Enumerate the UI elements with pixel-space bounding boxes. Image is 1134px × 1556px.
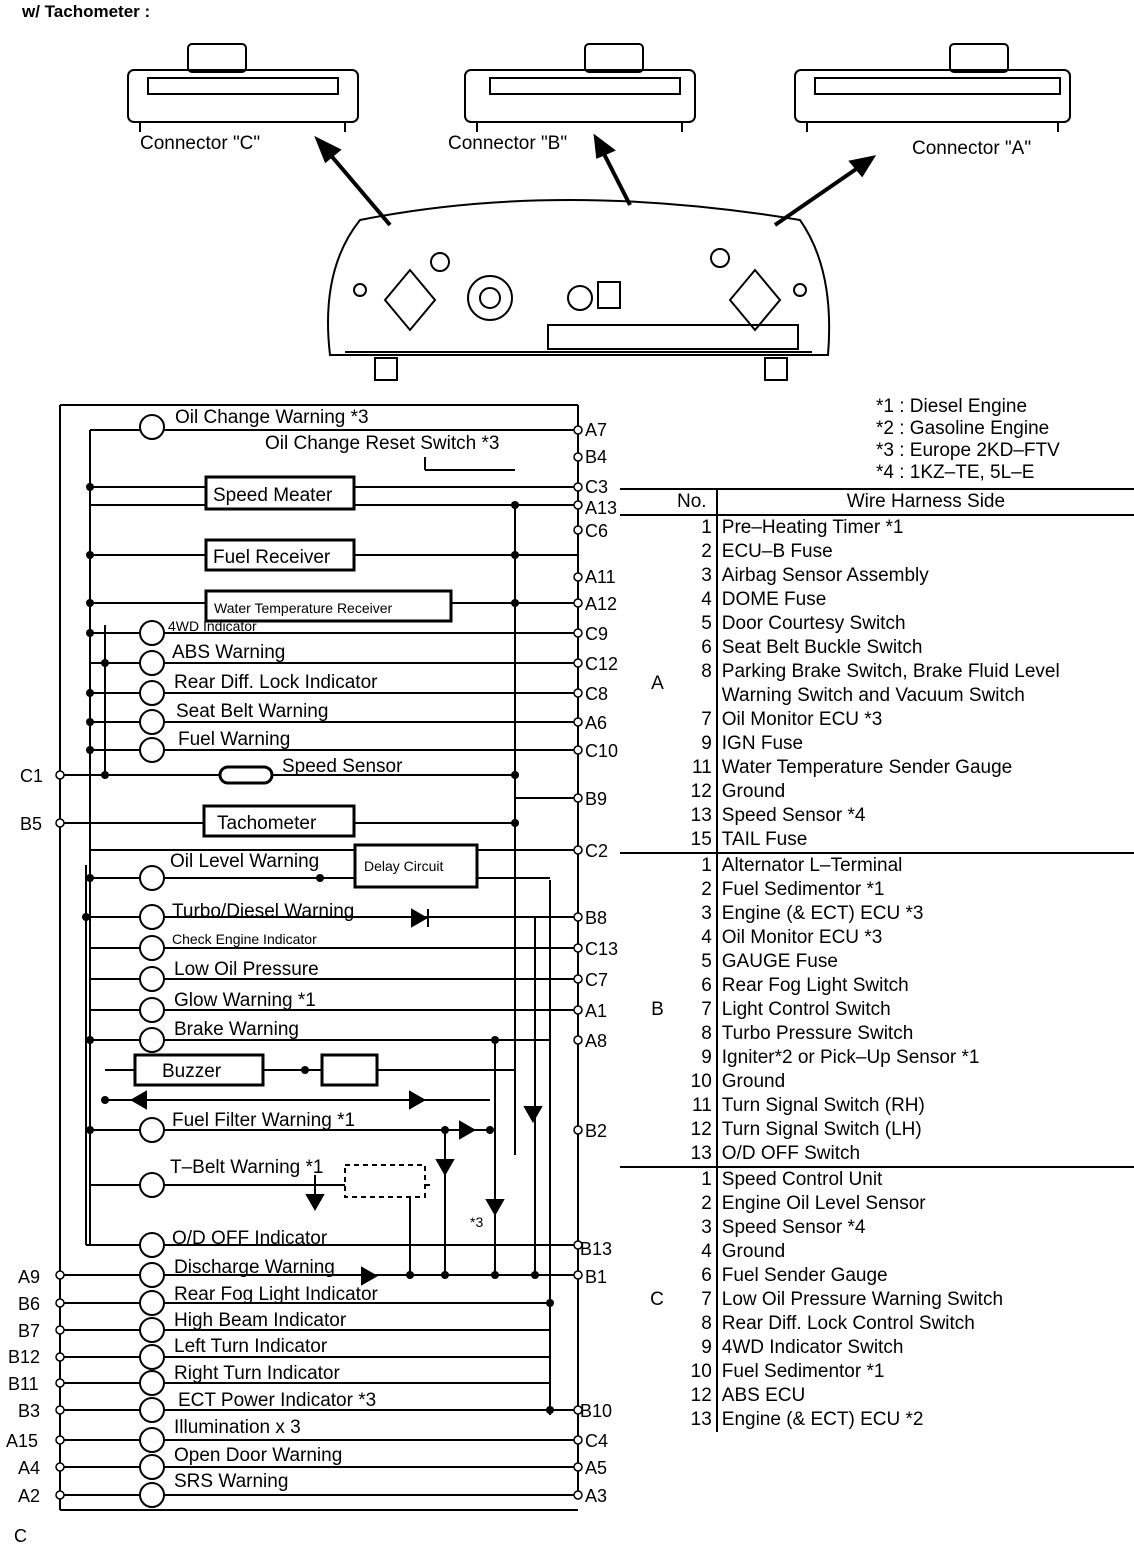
table-row — [620, 612, 1134, 636]
terminal-label: C13 — [585, 939, 619, 959]
label-brake: Brake Warning — [174, 1019, 299, 1040]
pin-number: 7 — [668, 1288, 717, 1312]
pin-description: Water Temperature Sender Gauge — [721, 757, 1013, 778]
label-4wd-indicator: 4WD Indicator — [168, 618, 257, 634]
pin-description: Parking Brake Switch, Brake Fluid Level Warning Switch and Vacuum Switch — [721, 661, 1060, 706]
table-row — [620, 756, 1134, 780]
terminal-label: C1 — [20, 766, 44, 786]
pin-number: 3 — [668, 564, 717, 588]
pin-description: Rear Fog Light Switch — [721, 975, 909, 996]
terminal-label: B13 — [580, 1239, 613, 1259]
pin-description: 4WD Indicator Switch — [721, 1337, 904, 1358]
label-rear-diff: Rear Diff. Lock Indicator — [174, 672, 378, 693]
pin-number: 1 — [668, 853, 717, 878]
terminal-label: A12 — [585, 594, 618, 614]
pin-description: Fuel Sender Gauge — [721, 1265, 888, 1286]
pin-number: 6 — [668, 1264, 717, 1288]
label-fuel-warning: Fuel Warning — [178, 729, 291, 750]
pin-number: 9 — [668, 732, 717, 756]
label-open-door: Open Door Warning — [174, 1445, 343, 1466]
table-row — [620, 1167, 1134, 1192]
pin-description: Ground — [721, 1241, 786, 1262]
pin-description: ABS ECU — [721, 1385, 806, 1406]
connector-b-shape — [465, 44, 695, 132]
terminal-label: A15 — [6, 1431, 39, 1451]
component-boxes — [135, 477, 477, 1197]
table-row — [620, 998, 1134, 1022]
pin-description: Speed Control Unit — [721, 1169, 883, 1190]
group-label: C — [650, 1289, 664, 1310]
label-ect-power: ECT Power Indicator *3 — [178, 1390, 377, 1411]
terminal-label: A9 — [18, 1267, 41, 1287]
pin-description: Turn Signal Switch (LH) — [721, 1119, 922, 1140]
label-abs-warning: ABS Warning — [172, 642, 286, 663]
pin-number: 2 — [668, 878, 717, 902]
note-3: *3 : Europe 2KD–FTV — [876, 440, 1060, 461]
pin-description: Engine (& ECT) ECU *3 — [721, 903, 924, 924]
table-row — [620, 902, 1134, 926]
table-row — [620, 540, 1134, 564]
table-row — [620, 780, 1134, 804]
table-row — [620, 926, 1134, 950]
terminal-label: B2 — [585, 1121, 608, 1141]
pin-number: 13 — [668, 804, 717, 828]
pin-description: Speed Sensor *4 — [721, 805, 866, 826]
pin-description: Light Control Switch — [721, 999, 891, 1020]
table-row — [620, 515, 1134, 540]
pin-description: Pre–Heating Timer *1 — [721, 517, 904, 538]
pin-number: 5 — [668, 612, 717, 636]
table-row — [620, 1046, 1134, 1070]
pin-number: 12 — [668, 1384, 717, 1408]
wire-harness-table — [620, 488, 1134, 1432]
terminal-label: B11 — [8, 1374, 39, 1394]
connector-b-label: Connector "B" — [448, 133, 568, 154]
table-row — [620, 1142, 1134, 1167]
terminal-label: C2 — [585, 841, 609, 861]
col-no: No. — [668, 489, 717, 515]
table-row — [620, 1384, 1134, 1408]
terminal-label: B10 — [580, 1401, 613, 1421]
pin-description: Alternator L–Terminal — [721, 855, 903, 876]
pin-number: 5 — [668, 950, 717, 974]
table-row — [620, 1118, 1134, 1142]
label-oil-change-reset: Oil Change Reset Switch *3 — [265, 433, 500, 454]
terminal-label: A1 — [585, 1001, 608, 1021]
terminal-label: A5 — [585, 1458, 608, 1478]
terminal-label: C4 — [585, 1431, 609, 1451]
label-delay-circuit: Delay Circuit — [364, 858, 444, 874]
label-fuel-receiver: Fuel Receiver — [213, 547, 331, 568]
label-check-engine: Check Engine Indicator — [172, 931, 317, 947]
pin-description: Igniter*2 or Pick–Up Sensor *1 — [721, 1047, 980, 1068]
pin-number: 6 — [668, 974, 717, 998]
pin-number: 4 — [668, 926, 717, 950]
table-row — [620, 660, 1134, 708]
note-2: *2 : Gasoline Engine — [876, 418, 1050, 439]
terminal-label: B6 — [18, 1294, 41, 1314]
terminal-label: A3 — [585, 1486, 608, 1506]
pin-number: 10 — [668, 1070, 717, 1094]
terminal-label: A13 — [585, 498, 618, 518]
label-rear-fog: Rear Fog Light Indicator — [174, 1284, 378, 1305]
pin-description: TAIL Fuse — [721, 829, 808, 850]
connector-a-label: Connector "A" — [912, 138, 1032, 159]
table-row — [620, 1264, 1134, 1288]
terminal-label: B8 — [585, 908, 608, 928]
pin-number: 12 — [668, 780, 717, 804]
table-row — [620, 1408, 1134, 1432]
label-high-beam: High Beam Indicator — [174, 1310, 347, 1331]
note-4: *4 : 1KZ–TE, 5L–E — [876, 462, 1035, 483]
table-row — [620, 1094, 1134, 1118]
pin-description: ECU–B Fuse — [721, 541, 833, 562]
pin-number: 11 — [668, 756, 717, 780]
pin-number: 7 — [668, 998, 717, 1022]
pin-number: 13 — [668, 1142, 717, 1167]
pin-description: O/D OFF Switch — [721, 1143, 861, 1164]
pin-description: Turn Signal Switch (RH) — [721, 1095, 925, 1116]
pin-number: 11 — [668, 1094, 717, 1118]
pin-number: 9 — [668, 1336, 717, 1360]
terminal-label: C6 — [585, 521, 609, 541]
terminal-label: B9 — [585, 789, 608, 809]
footer-mark: C — [14, 1526, 27, 1546]
pin-description: Oil Monitor ECU *3 — [721, 927, 883, 948]
table-row — [620, 1070, 1134, 1094]
pin-number: 1 — [668, 515, 717, 540]
terminal-label: C9 — [585, 624, 609, 644]
label-tbelt: T–Belt Warning *1 — [170, 1157, 324, 1178]
pin-number: 2 — [668, 1192, 717, 1216]
connector-c-shape — [128, 44, 358, 132]
pin-description: Speed Sensor *4 — [721, 1217, 866, 1238]
label-oil-level: Oil Level Warning — [170, 851, 320, 872]
label-water-temp-receiver: Water Temperature Receiver — [214, 600, 393, 616]
wiring-diagram — [0, 395, 620, 1525]
pin-description: Turbo Pressure Switch — [721, 1023, 914, 1044]
label-oil-change-warning: Oil Change Warning *3 — [175, 407, 369, 428]
connector-a-shape — [795, 44, 1070, 132]
pin-description: Ground — [721, 1071, 786, 1092]
label-speed-sensor: Speed Sensor — [282, 756, 403, 777]
pin-number: 2 — [668, 540, 717, 564]
terminal-label: B12 — [8, 1347, 41, 1367]
terminal-label: B7 — [18, 1321, 41, 1341]
label-illumination: Illumination x 3 — [174, 1417, 301, 1438]
footnotes — [876, 396, 1060, 484]
terminal-label: B5 — [20, 814, 43, 834]
table-row — [620, 1288, 1134, 1312]
terminal-label: A11 — [585, 567, 616, 587]
terminal-label: C3 — [585, 477, 609, 497]
table-row — [620, 1360, 1134, 1384]
label-tachometer: Tachometer — [217, 813, 317, 834]
terminal-label: B3 — [18, 1401, 41, 1421]
lamp-symbols — [140, 415, 164, 1507]
terminal-label: A2 — [18, 1486, 41, 1506]
label-glow: Glow Warning *1 — [174, 990, 316, 1011]
label-srs: SRS Warning — [174, 1471, 289, 1492]
label-low-oil: Low Oil Pressure — [174, 959, 319, 980]
pin-description: GAUGE Fuse — [721, 951, 838, 972]
table-row — [620, 878, 1134, 902]
table-row — [620, 564, 1134, 588]
pin-number: 1 — [668, 1167, 717, 1192]
pin-number: 8 — [668, 1022, 717, 1046]
table-row — [620, 1336, 1134, 1360]
table-row — [620, 636, 1134, 660]
note-1: *1 : Diesel Engine — [876, 396, 1028, 417]
page-header: w/ Tachometer : — [22, 2, 151, 21]
label-star3: *3 — [470, 1214, 484, 1230]
pin-description: Oil Monitor ECU *3 — [721, 709, 883, 730]
label-speed-meater: Speed Meater — [213, 485, 333, 506]
combination-meter-shape — [328, 200, 829, 380]
table-row — [620, 974, 1134, 998]
table-row — [620, 588, 1134, 612]
pin-description: Door Courtesy Switch — [721, 613, 906, 634]
pin-description: Engine (& ECT) ECU *2 — [721, 1409, 924, 1430]
connector-c-label: Connector "C" — [140, 133, 261, 154]
label-seat-belt: Seat Belt Warning — [176, 701, 329, 722]
pin-number: 4 — [668, 1240, 717, 1264]
table-row — [620, 732, 1134, 756]
table-row — [620, 804, 1134, 828]
terminal-label: A6 — [585, 713, 608, 733]
pin-number: 7 — [668, 708, 717, 732]
pin-description: IGN Fuse — [721, 733, 804, 754]
pin-number: 10 — [668, 1360, 717, 1384]
label-left-turn: Left Turn Indicator — [174, 1336, 328, 1357]
table-row — [620, 1192, 1134, 1216]
pin-number: 9 — [668, 1046, 717, 1070]
pin-description: Seat Belt Buckle Switch — [721, 637, 923, 658]
pin-description: Fuel Sedimentor *1 — [721, 879, 885, 900]
table-row — [620, 1312, 1134, 1336]
pin-number: 3 — [668, 1216, 717, 1240]
table-row — [620, 828, 1134, 853]
table-row — [620, 1022, 1134, 1046]
terminal-label: B1 — [585, 1267, 608, 1287]
group-label: B — [651, 999, 664, 1020]
pin-number: 15 — [668, 828, 717, 853]
pin-description: Ground — [721, 781, 786, 802]
terminal-label: A8 — [585, 1031, 608, 1051]
terminal-label: A4 — [18, 1458, 41, 1478]
table-row — [620, 1216, 1134, 1240]
table-row — [620, 853, 1134, 878]
terminal-label: C7 — [585, 970, 609, 990]
pin-description: Rear Diff. Lock Control Switch — [721, 1313, 975, 1334]
pin-number: 4 — [668, 588, 717, 612]
table-row — [620, 708, 1134, 732]
pin-description: Low Oil Pressure Warning Switch — [721, 1289, 1004, 1310]
label-right-turn: Right Turn Indicator — [174, 1363, 340, 1384]
label-turbo: Turbo/Diesel Warning — [172, 901, 355, 922]
terminal-label: C8 — [585, 684, 609, 704]
terminal-label: B4 — [585, 447, 608, 467]
label-discharge: Discharge Warning — [174, 1257, 335, 1278]
pin-number: 6 — [668, 636, 717, 660]
pin-number: 13 — [668, 1408, 717, 1432]
terminal-label: A7 — [585, 420, 608, 440]
col-wire-harness-side: Wire Harness Side — [846, 491, 1006, 512]
pin-description: Engine Oil Level Sensor — [721, 1193, 926, 1214]
terminal-label: C10 — [585, 741, 619, 761]
label-od-off: O/D OFF Indicator — [172, 1228, 328, 1249]
pin-number: 8 — [668, 660, 717, 708]
terminal-label: C12 — [585, 654, 619, 674]
label-fuel-filter: Fuel Filter Warning *1 — [172, 1110, 356, 1131]
pin-number: 12 — [668, 1118, 717, 1142]
pin-description: DOME Fuse — [721, 589, 827, 610]
label-buzzer: Buzzer — [162, 1061, 222, 1082]
pin-number: 3 — [668, 902, 717, 926]
group-label: A — [651, 673, 664, 694]
connector-and-meter-drawing — [0, 0, 1134, 400]
pin-number: 8 — [668, 1312, 717, 1336]
table-row — [620, 950, 1134, 974]
pin-description: Fuel Sedimentor *1 — [721, 1361, 885, 1382]
pin-description: Airbag Sensor Assembly — [721, 565, 929, 586]
table-row — [620, 1240, 1134, 1264]
